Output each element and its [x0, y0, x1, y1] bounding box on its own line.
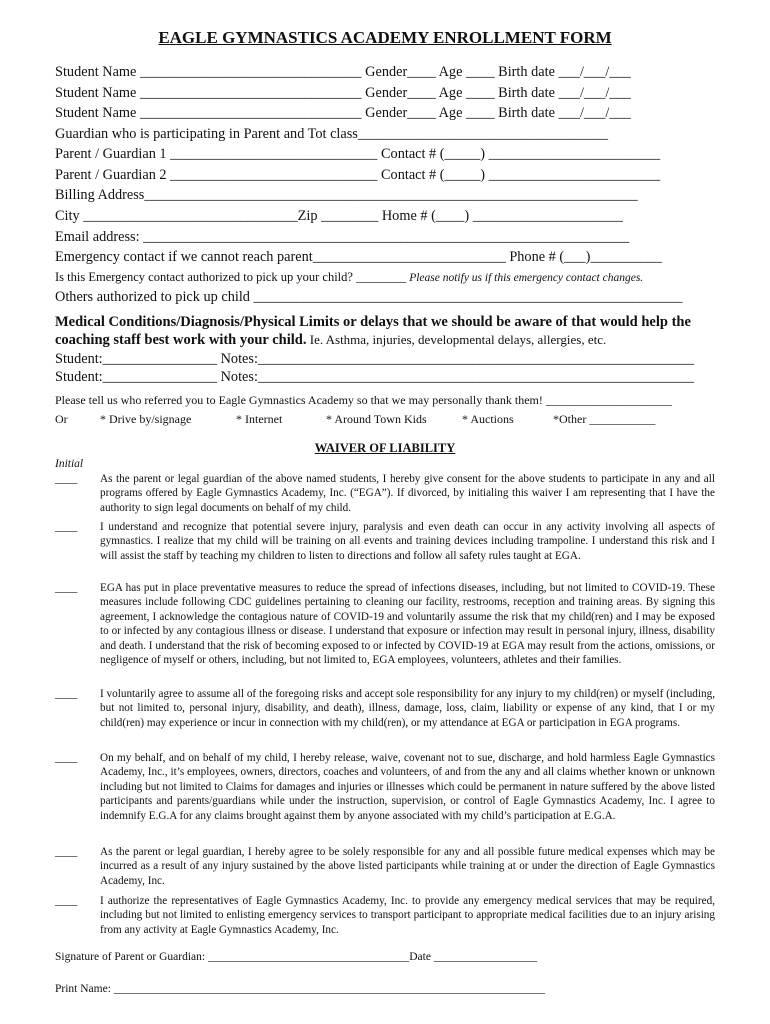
referral-option-internet[interactable]: * Internet: [236, 412, 283, 426]
clause-text: I authorize the representatives of Eagle Gymnastics Academy, Inc. to provide any emergency medical services that may be required, including but not limited to enlisting emergency services to transport participant to appropriate medical facilities due to an injury arising from any activity at Eagle Gymnastics Academy, Inc.: [100, 895, 715, 936]
emergency-authorization-row: [55, 268, 712, 287]
medical-heading-examples: Ie. Asthma, injuries, developmental delays, allergies, etc.: [306, 332, 607, 347]
initial-blank[interactable]: ____: [55, 846, 78, 858]
print-name-field[interactable]: Print Name: ___________________________________________________________________________: [55, 983, 546, 995]
waiver-clause-covid: [55, 581, 715, 667]
waiver-clause-risk: [55, 520, 715, 563]
initial-column-label: Initial: [55, 458, 84, 470]
medical-conditions-heading: [55, 314, 714, 349]
initial-blank[interactable]: ____: [55, 752, 78, 764]
others-pickup-field[interactable]: Others authorized to pick up child ____________________________________________________________: [55, 289, 683, 305]
clause-text: I understand and recognize that potential severe injury, paralysis and even death can occur in any activity involving all aspects of gymnastics. I realize that my child will be training on all events and training devices including trampoline. I understand this risk and I will assist the staff by teaching my children to listen to directions and follow all safety rules taught at EGA.: [100, 521, 715, 562]
clause-text: As the parent or legal guardian of the above named students, I hereby give consent for the above students to participate in any and all programs offered by Eagle Gymnastics Academy, Inc. (“EGA”). If divorced, by initialing this waiver I am representing that I have the authority to sign legal documents on behalf of my child.: [100, 473, 715, 514]
waiver-clause-medical-expenses: [55, 845, 715, 888]
clause-text: I voluntarily agree to assume all of the foregoing risks and accept sole responsibility for any injury to my child(ren) or myself (including, but not limited to, personal injury, disability, and death), illness, damage, loss, claim, liability or expense of any kind, that I or my child(ren) may experience or incur in connection with my child(ren), or my attendance at EGA or participation in EGA programs.: [100, 688, 715, 729]
billing-address-field[interactable]: Billing Address_____________________________________________________________________: [55, 187, 638, 203]
waiver-heading: WAIVER OF LIABILITY: [314, 441, 456, 455]
initial-blank[interactable]: ____: [55, 895, 78, 907]
initial-blank[interactable]: ____: [55, 582, 78, 594]
medical-heading-bold: Medical Conditions/Diagnosis/Physical Limits or delays that we should be aware of that would help the coaching staff best work with your child.: [55, 314, 691, 348]
parent-guardian-1-field[interactable]: Parent / Guardian 1 _____________________________ Contact # (_____) ________________________: [55, 146, 661, 162]
clause-text: On my behalf, and on behalf of my child, I hereby release, waive, covenant not to sue, discharge, and hold harmless Eagle Gymnastics Academy, Inc., it’s employees, owners, directors, coaches and volunteers, of and from the any and all claims whether known or unknown including but not limited to Claims for damages and injuries or illnesses which could be permanent in nature suffered by the above listed participants and parents/guardians while under the instruction, supervision, or control of Eagle Gymnastics Academy, Inc. I agree to indemnify E.G.A for any claims brought against them by anyone associated with my child’s participation at E.G.A.: [100, 752, 715, 822]
parent-guardian-2-field[interactable]: Parent / Guardian 2 _____________________________ Contact # (_____) ________________________: [55, 167, 661, 183]
email-field[interactable]: Email address: ____________________________________________________________________: [55, 229, 630, 245]
form-title: EAGLE GYMNASTICS ACADEMY ENROLLMENT FORM: [158, 28, 612, 47]
medical-student-notes-1[interactable]: Student:________________ Notes:_____________________________________________________________: [55, 351, 694, 367]
referral-or-label: Or: [55, 412, 68, 426]
emergency-change-note: Please notify us if this emergency contact changes.: [409, 272, 644, 284]
city-zip-home-field[interactable]: City ______________________________Zip ________ Home # (____) _____________________: [55, 208, 623, 224]
clause-text: EGA has put in place preventative measures to reduce the spread of infections diseases, including, but not limited to COVID-19. These measures include following CDC guidelines pertaining to cleaning our facility, restrooms, reception and training areas. By signing this agreement, I acknowledge the contagious nature of COVID-19 and voluntarily assume the risk that my child(ren) and I may be exposed to or infected by any contagious illness or disease. I understand that exposure or infection may result in personal injury, illness, disability and death. I understand that the risk of becoming exposed to or infected by COVID-19 at EGA may result from the actions, omissions, or negligence of myself or others, including, but not limited to, EGA employees, volunteers, athletes and their families.: [100, 582, 715, 667]
waiver-clause-assume-risk: [55, 687, 715, 730]
referral-option-other[interactable]: *Other ___________: [553, 412, 656, 426]
parent-tot-guardian-field[interactable]: Guardian who is participating in Parent and Tot class___________________________________: [55, 126, 609, 142]
student-name-row-3[interactable]: Student Name _______________________________ Gender____ Age ____ Birth date ___/___/___: [55, 105, 631, 121]
referral-option-drive-by[interactable]: * Drive by/signage: [100, 412, 192, 426]
waiver-clause-emergency-medical: [55, 894, 715, 937]
clause-text: As the parent or legal guardian, I hereby agree to be solely responsible for any and all possible future medical expenses which may be incurred as a result of any injury sustained by the above listed participants while training at or under the direction of Eagle Gymnastics Academy, Inc.: [100, 846, 715, 887]
medical-student-notes-2[interactable]: Student:________________ Notes:_____________________________________________________________: [55, 369, 694, 385]
signature-date-field[interactable]: Signature of Parent or Guardian: ___________________________________Date __________________: [55, 951, 538, 963]
initial-blank[interactable]: ____: [55, 521, 78, 533]
emergency-contact-field[interactable]: Emergency contact if we cannot reach parent___________________________ Phone # (___)__________: [55, 249, 662, 265]
emergency-authorization-field[interactable]: Is this Emergency contact authorized to pick up your child? ________: [55, 270, 407, 284]
referral-question[interactable]: Please tell us who referred you to Eagle Gymnastics Academy so that we may personally thank them! _____________________: [55, 393, 672, 407]
student-name-row-2[interactable]: Student Name _______________________________ Gender____ Age ____ Birth date ___/___/___: [55, 85, 631, 101]
waiver-clause-release: [55, 751, 715, 823]
initial-blank[interactable]: ____: [55, 688, 78, 700]
initial-blank[interactable]: ____: [55, 473, 78, 485]
waiver-clause-consent: [55, 472, 715, 515]
referral-option-auctions[interactable]: * Auctions: [462, 412, 514, 426]
student-name-row-1[interactable]: Student Name _______________________________ Gender____ Age ____ Birth date ___/___/___: [55, 64, 631, 80]
referral-option-around-town-kids[interactable]: * Around Town Kids: [326, 412, 427, 426]
